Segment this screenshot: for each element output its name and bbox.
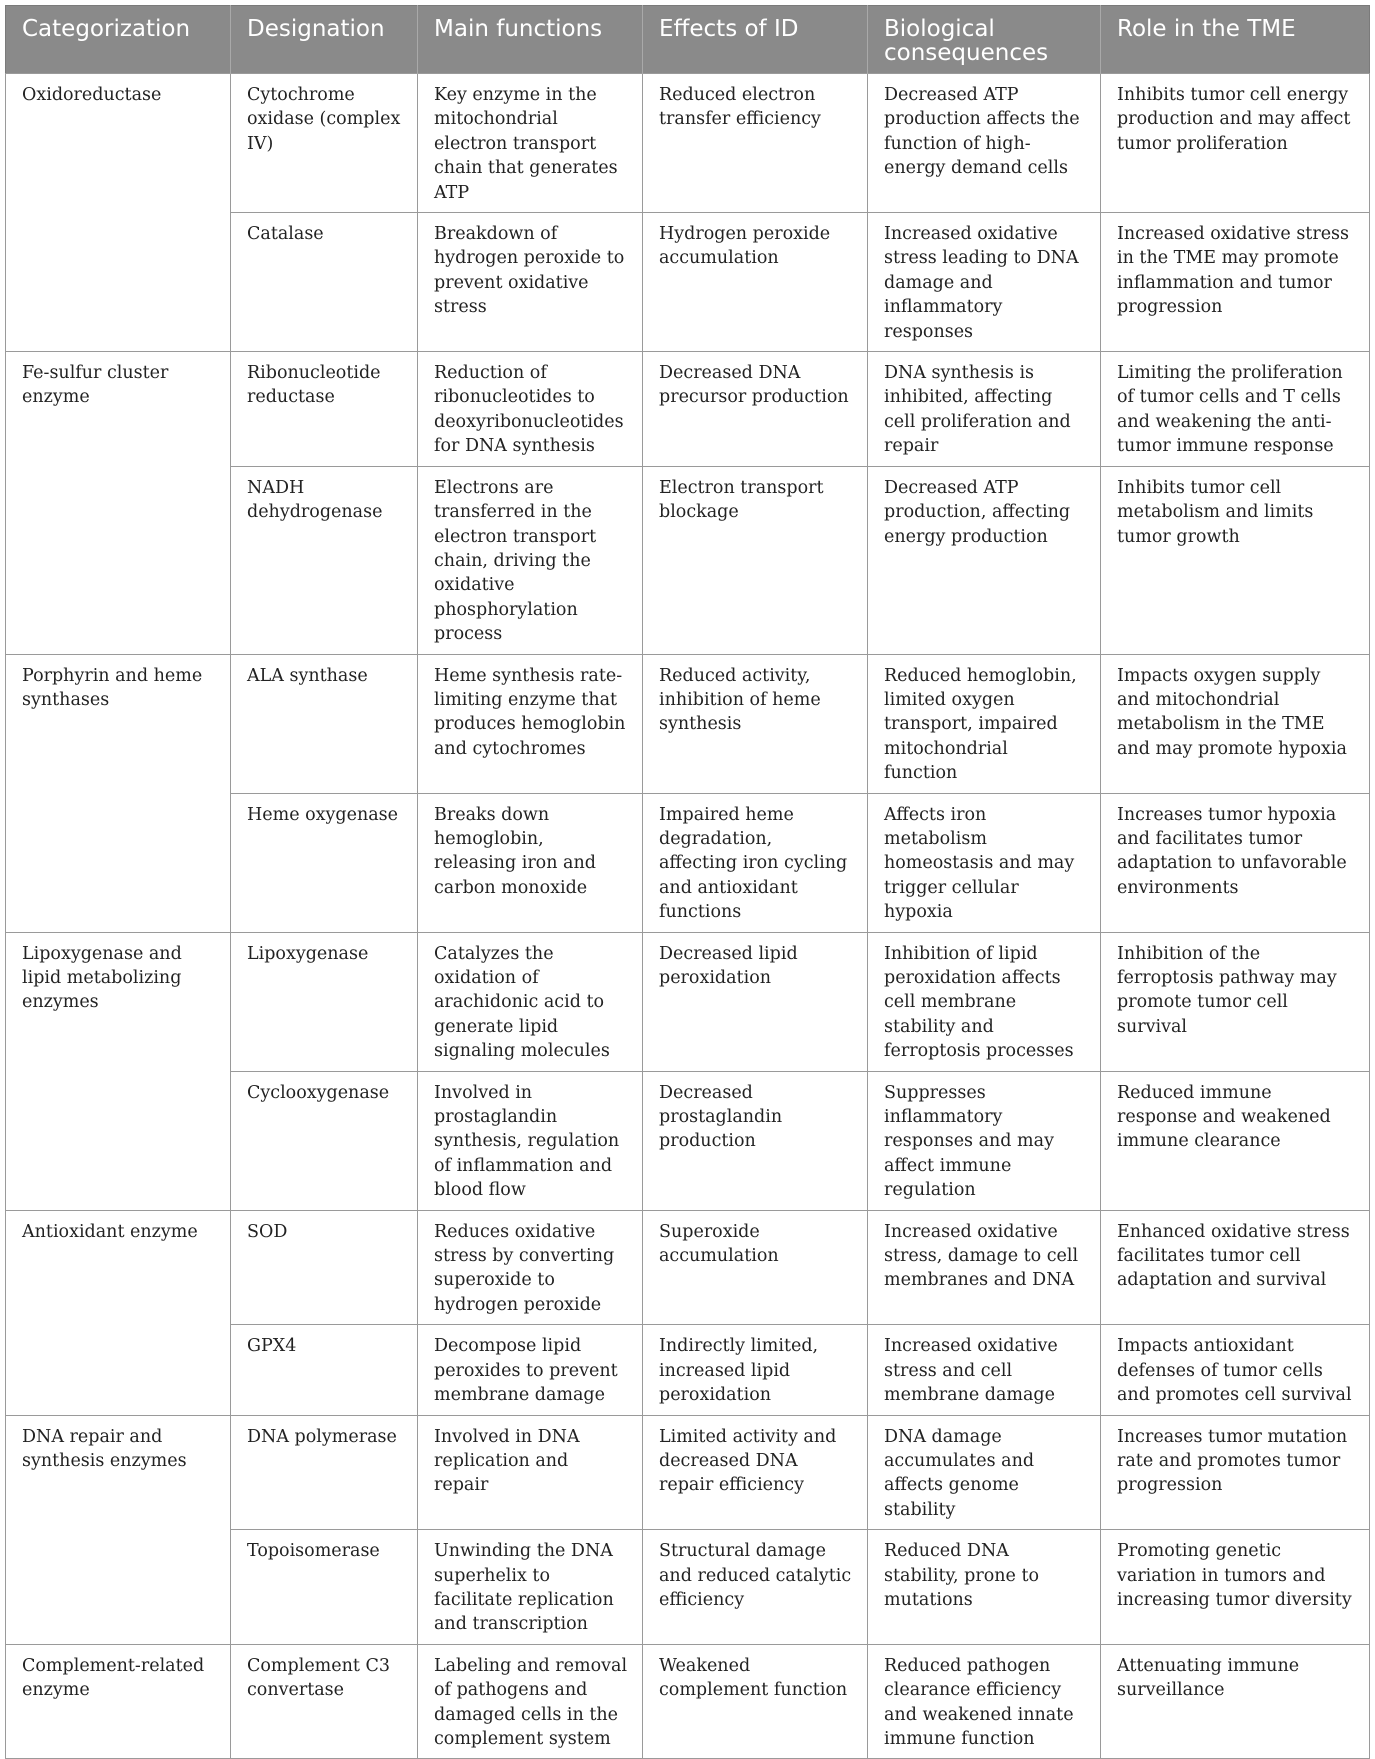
- effects-of-id-cell: Structural damage and reduced catalytic efficiency: [643, 1530, 868, 1645]
- biological-consequences-cell: Reduced DNA stability, prone to mutations: [868, 1530, 1101, 1645]
- designation-cell: GPX4: [231, 1325, 418, 1415]
- effects-of-id-cell: Hydrogen peroxide accumulation: [643, 213, 868, 352]
- role-in-tme-cell: Promoting genetic variation in tumors and increasing tumor diversity: [1101, 1530, 1370, 1645]
- table-body: [6, 74, 1370, 1759]
- role-in-tme-cell: Attenuating immune surveillance: [1101, 1644, 1370, 1759]
- main-functions-cell: Breakdown of hydrogen peroxide to prevent oxidative stress: [418, 213, 643, 352]
- role-in-tme-cell: Enhanced oxidative stress facilitates tumor cell adaptation and survival: [1101, 1210, 1370, 1325]
- header-categorization: Categorization: [6, 6, 231, 74]
- designation-cell: DNA polymerase: [231, 1415, 418, 1530]
- main-functions-cell: Heme synthesis rate-limiting enzyme that produces hemoglobin and cytochromes: [418, 654, 643, 793]
- table-row: [6, 1644, 1370, 1759]
- header-role-in-tme: Role in the TME: [1101, 6, 1370, 74]
- biological-consequences-cell: DNA synthesis is inhibited, affecting cell proliferation and repair: [868, 352, 1101, 467]
- designation-cell: Complement C3 convertase: [231, 1644, 418, 1759]
- designation-cell: Heme oxygenase: [231, 793, 418, 932]
- role-in-tme-cell: Limiting the proliferation of tumor cells and T cells and weakening the anti-tumor immune response: [1101, 352, 1370, 467]
- designation-cell: Catalase: [231, 213, 418, 352]
- enzyme-table: [5, 5, 1370, 1759]
- biological-consequences-cell: Increased oxidative stress and cell membrane damage: [868, 1325, 1101, 1415]
- effects-of-id-cell: Decreased lipid peroxidation: [643, 932, 868, 1071]
- categorization-cell: Oxidoreductase: [6, 74, 231, 352]
- categorization-cell: Fe-sulfur cluster enzyme: [6, 352, 231, 654]
- role-in-tme-cell: Increased oxidative stress in the TME may promote inflammation and tumor progression: [1101, 213, 1370, 352]
- effects-of-id-cell: Limited activity and decreased DNA repair efficiency: [643, 1415, 868, 1530]
- effects-of-id-cell: Impaired heme degradation, affecting iron cycling and antioxidant functions: [643, 793, 868, 932]
- main-functions-cell: Involved in prostaglandin synthesis, regulation of inflammation and blood flow: [418, 1071, 643, 1210]
- header-row: [6, 6, 1370, 74]
- header-designation: Designation: [231, 6, 418, 74]
- role-in-tme-cell: Inhibits tumor cell energy production and may affect tumor proliferation: [1101, 74, 1370, 213]
- main-functions-cell: Electrons are transferred in the electron transport chain, driving the oxidative phosphorylation process: [418, 466, 643, 654]
- biological-consequences-cell: DNA damage accumulates and affects genome stability: [868, 1415, 1101, 1530]
- biological-consequences-cell: Reduced hemoglobin, limited oxygen transport, impaired mitochondrial function: [868, 654, 1101, 793]
- main-functions-cell: Catalyzes the oxidation of arachidonic acid to generate lipid signaling molecules: [418, 932, 643, 1071]
- main-functions-cell: Unwinding the DNA superhelix to facilitate replication and transcription: [418, 1530, 643, 1645]
- table-row: [6, 1210, 1370, 1325]
- table-row: [6, 74, 1370, 213]
- main-functions-cell: Reduction of ribonucleotides to deoxyribonucleotides for DNA synthesis: [418, 352, 643, 467]
- biological-consequences-cell: Inhibition of lipid peroxidation affects cell membrane stability and ferroptosis processes: [868, 932, 1101, 1071]
- header-effects-of-id: Effects of ID: [643, 6, 868, 74]
- header-biological-consequences: Biological consequences: [868, 6, 1101, 74]
- biological-consequences-cell: Decreased ATP production affects the function of high-energy demand cells: [868, 74, 1101, 213]
- effects-of-id-cell: Weakened complement function: [643, 1644, 868, 1759]
- effects-of-id-cell: Superoxide accumulation: [643, 1210, 868, 1325]
- effects-of-id-cell: Decreased DNA precursor production: [643, 352, 868, 467]
- role-in-tme-cell: Inhibition of the ferroptosis pathway may promote tumor cell survival: [1101, 932, 1370, 1071]
- biological-consequences-cell: Decreased ATP production, affecting energy production: [868, 466, 1101, 654]
- effects-of-id-cell: Reduced electron transfer efficiency: [643, 74, 868, 213]
- effects-of-id-cell: Electron transport blockage: [643, 466, 868, 654]
- role-in-tme-cell: Inhibits tumor cell metabolism and limits tumor growth: [1101, 466, 1370, 654]
- categorization-cell: Antioxidant enzyme: [6, 1210, 231, 1415]
- designation-cell: SOD: [231, 1210, 418, 1325]
- role-in-tme-cell: Impacts antioxidant defenses of tumor cells and promotes cell survival: [1101, 1325, 1370, 1415]
- designation-cell: Topoisomerase: [231, 1530, 418, 1645]
- main-functions-cell: Involved in DNA replication and repair: [418, 1415, 643, 1530]
- biological-consequences-cell: Increased oxidative stress leading to DNA damage and inflammatory responses: [868, 213, 1101, 352]
- biological-consequences-cell: Increased oxidative stress, damage to cell membranes and DNA: [868, 1210, 1101, 1325]
- biological-consequences-cell: Affects iron metabolism homeostasis and may trigger cellular hypoxia: [868, 793, 1101, 932]
- main-functions-cell: Key enzyme in the mitochondrial electron transport chain that generates ATP: [418, 74, 643, 213]
- designation-cell: Lipoxygenase: [231, 932, 418, 1071]
- categorization-cell: Porphyrin and heme synthases: [6, 654, 231, 932]
- role-in-tme-cell: Increases tumor mutation rate and promotes tumor progression: [1101, 1415, 1370, 1530]
- main-functions-cell: Labeling and removal of pathogens and damaged cells in the complement system: [418, 1644, 643, 1759]
- categorization-cell: DNA repair and synthesis enzymes: [6, 1415, 231, 1644]
- table-row: [6, 932, 1370, 1071]
- table-container: [5, 5, 1369, 1759]
- biological-consequences-cell: Suppresses inflammatory responses and may affect immune regulation: [868, 1071, 1101, 1210]
- effects-of-id-cell: Decreased prostaglandin production: [643, 1071, 868, 1210]
- table-row: [6, 352, 1370, 467]
- designation-cell: Cyclooxygenase: [231, 1071, 418, 1210]
- main-functions-cell: Decompose lipid peroxides to prevent membrane damage: [418, 1325, 643, 1415]
- header-main-functions: Main functions: [418, 6, 643, 74]
- effects-of-id-cell: Reduced activity, inhibition of heme synthesis: [643, 654, 868, 793]
- categorization-cell: Lipoxygenase and lipid metabolizing enzymes: [6, 932, 231, 1210]
- table-row: [6, 1415, 1370, 1530]
- designation-cell: ALA synthase: [231, 654, 418, 793]
- designation-cell: Cytochrome oxidase (complex IV): [231, 74, 418, 213]
- designation-cell: NADH dehydrogenase: [231, 466, 418, 654]
- table-row: [6, 654, 1370, 793]
- designation-cell: Ribonucleotide reductase: [231, 352, 418, 467]
- main-functions-cell: Reduces oxidative stress by converting superoxide to hydrogen peroxide: [418, 1210, 643, 1325]
- role-in-tme-cell: Impacts oxygen supply and mitochondrial metabolism in the TME and may promote hypoxia: [1101, 654, 1370, 793]
- effects-of-id-cell: Indirectly limited, increased lipid peroxidation: [643, 1325, 868, 1415]
- categorization-cell: Complement-related enzyme: [6, 1644, 231, 1759]
- role-in-tme-cell: Reduced immune response and weakened immune clearance: [1101, 1071, 1370, 1210]
- main-functions-cell: Breaks down hemoglobin, releasing iron and carbon monoxide: [418, 793, 643, 932]
- role-in-tme-cell: Increases tumor hypoxia and facilitates tumor adaptation to unfavorable environments: [1101, 793, 1370, 932]
- biological-consequences-cell: Reduced pathogen clearance efficiency and weakened innate immune function: [868, 1644, 1101, 1759]
